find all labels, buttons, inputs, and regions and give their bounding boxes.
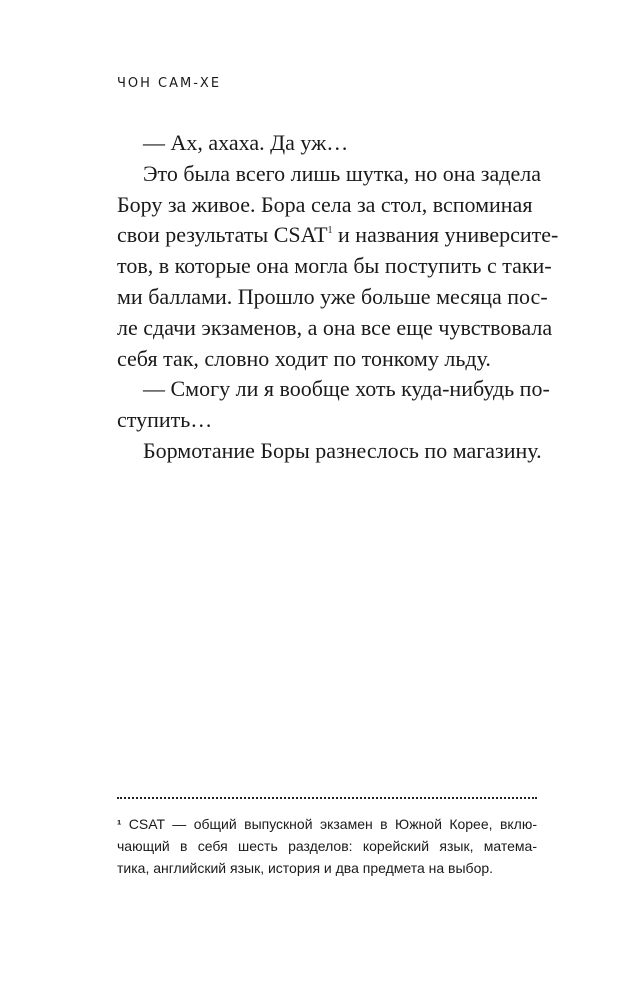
running-head: ЧОН САМ-ХЕ	[117, 76, 222, 91]
text-line: себя так, словно ходит по тонкому льду.	[117, 345, 491, 371]
footnote-line	[117, 813, 537, 835]
text-line: Это была всего лишь шутка, но она задела	[143, 160, 541, 186]
text-line: ступить…	[117, 407, 213, 433]
text-line: Бору за живое. Бора села за стол, вспоминая	[117, 191, 533, 217]
footnote-divider	[117, 797, 537, 799]
footnote-line: тика, английский язык, история и два предмета на выбор.	[117, 860, 494, 876]
text-line: — Смогу ли я вообще хоть куда-нибудь по-	[143, 376, 550, 402]
text-line: Бормотание Боры разнеслось по магазину.	[143, 437, 542, 463]
footnote-line: чающий в себя шесть разделов: корейский язык, матема-	[117, 838, 537, 854]
body-text	[117, 128, 559, 467]
text-line: ми баллами. Прошло уже больше месяца пос-	[117, 283, 548, 309]
text-line: — Ах, ахаха. Да уж…	[143, 130, 349, 155]
footnote-text: CSAT — общий выпускной экзамен в Южной Корее, вклю-	[128, 816, 538, 832]
text-line	[117, 220, 559, 251]
footnote-mark: ¹	[117, 817, 122, 832]
text-line: тов, в которые она могла бы поступить с таки-	[117, 253, 552, 279]
text-line: ле сдачи экзаменов, а она все еще чувствовала	[117, 314, 553, 340]
footnote	[117, 813, 537, 879]
text-fragment: и названия университе-	[338, 222, 559, 248]
text-fragment: свои результаты CSAT	[117, 222, 328, 248]
footnote-reference: 1	[327, 225, 333, 237]
